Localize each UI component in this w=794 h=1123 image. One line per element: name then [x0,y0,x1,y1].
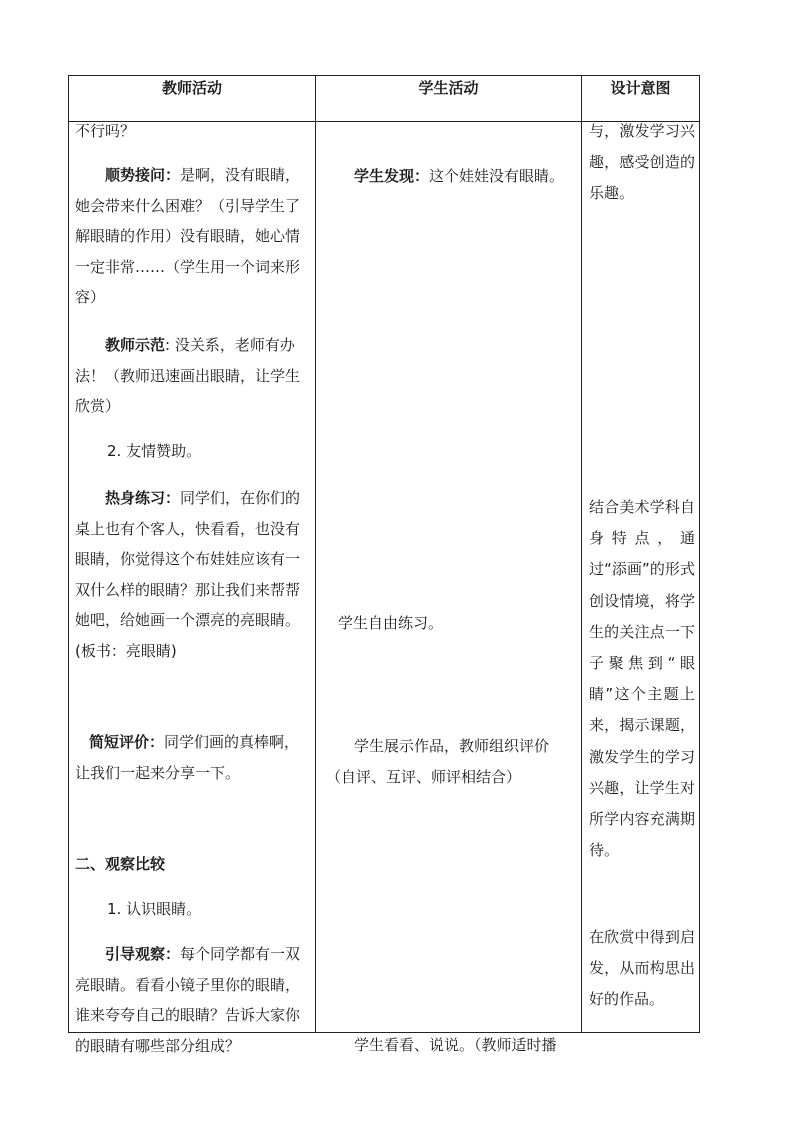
label-discover: 学生发现： [354,167,430,185]
header-design-intent: 设计意图 [610,79,671,97]
teacher-p4: 2. 友情赞助。 [107,442,202,460]
teacher-p1: 不行吗？ [75,122,136,140]
student-s2: 学生自由练习。 [338,614,444,632]
teacher-p6 [75,727,309,788]
student-s3: 学生展示作品，教师组织评价（自评、互评、师评相结合） [326,737,550,786]
student-s1-text: 这个娃娃没有眼睛。 [429,167,565,185]
student-s1 [354,161,579,192]
teacher-activity-cell [69,122,315,1055]
teacher-p9-text: 每个同学都有一双亮眼睛。看看小镜子里你的眼睛，谁来夸夸自己的眼睛？告诉大家你的眼睛有哪些部分组成？ [75,945,301,1055]
design-d2: 结合美术学科自身特点，通过“添画”的形式创设情境，将学生的关注点一下子聚焦到“眼睛”这个主题上来，揭示课题，激发学生的学习兴趣，让学生对所学内容充满期待。 [589,498,695,860]
section-heading-observe: 二、观察比较 [75,855,166,873]
teacher-p8: 1. 认识眼睛。 [107,900,202,918]
header-teacher-activity: 教师活动 [161,79,222,97]
design-d3: 在欣赏中得到启发，从而构思出好的作品。 [589,928,695,1009]
teacher-p3-text: : 没关系，老师有办法！（教师迅速画出眼睛，让学生欣赏） [75,336,301,415]
label-guide: 引导观察： [105,945,181,963]
teacher-p6-text: 同学们画的真棒啊，让我们一起来分享一下。 [75,733,300,782]
design-d1: 与，激发学习兴趣，感受创造的乐趣。 [589,122,695,203]
teacher-p5 [75,483,309,666]
lesson-table [68,75,700,1055]
design-intent-cell [582,122,699,1032]
label-warmup: 热身练习： [105,489,181,507]
student-s4: 学生看看、说说。（教师适时播 [354,1036,557,1054]
teacher-p9 [75,939,309,1061]
label-comment: 简短评价： [89,733,165,751]
teacher-p3 [75,330,309,422]
label-demo: 教师示范 [105,336,166,354]
teacher-p2-text: 是啊，没有眼睛，她会带来什么困难？（引导学生了解眼睛的作用）没有眼睛，她心情一定非常……（学生用一个词来形容） [75,166,301,306]
teacher-p2 [75,160,309,313]
label-follow-up: 顺势接问： [105,166,181,184]
teacher-p5-text: 同学们，在你们的桌上也有个客人，快看看，也没有眼睛，你觉得这个布娃娃应该有一双什么样的眼睛？那让我们来帮帮她吧，给她画一个漂亮的亮眼睛。(板书：亮眼睛) [75,489,301,660]
header-student-activity: 学生活动 [418,79,479,97]
student-activity-cell [316,122,581,1054]
